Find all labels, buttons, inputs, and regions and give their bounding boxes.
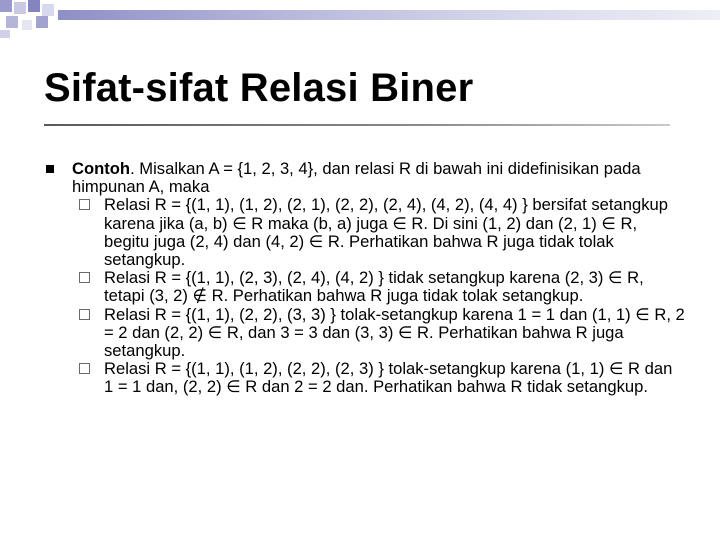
decorative-header — [0, 0, 720, 40]
hollow-square-icon — [79, 309, 90, 320]
bullet-item — [46, 160, 686, 196]
deco-square — [14, 2, 26, 14]
title-underline — [44, 124, 670, 126]
deco-gradient-bar — [58, 10, 720, 20]
deco-square — [28, 0, 40, 12]
sub-bullet-text: Relasi R = {(1, 1), (1, 2), (2, 1), (2, 2), (2, 4), (4, 2), (4, 4) } bersifat setangkup karena jika (a, b) ∈ R maka (b, a) juga ∈ R. Di sini (1, 2) dan (2, 1) ∈ R, begitu juga (2, 4) dan (4, 2) ∈ R. Perhatikan bahwa R juga tidak tolak setangkup. — [104, 195, 668, 270]
deco-square — [42, 4, 54, 16]
sub-bullet-text: Relasi R = {(1, 1), (2, 2), (3, 3) } tolak-setangkup karena 1 = 1 dan (1, 1) ∈ R, 2 = 2 dan (2, 2) ∈ R, dan 3 = 3 dan (3, 3) ∈ R. Perhatikan bahwa R juga setangkup. — [104, 304, 685, 361]
deco-square — [36, 16, 48, 28]
deco-square — [0, 0, 12, 12]
sub-bullet-item — [70, 269, 686, 305]
slide-title: Sifat-sifat Relasi Biner — [44, 66, 474, 110]
slide-body — [46, 160, 686, 397]
sub-bullet-item — [70, 306, 686, 361]
sub-bullet-text: Relasi R = {(1, 1), (1, 2), (2, 2), (2, 3) } tolak-setangkup karena (1, 1) ∈ R dan 1 = 1 dan, (2, 2) ∈ R dan 2 = 2 dan. Perhatikan bahwa R tidak setangkup. — [104, 359, 673, 397]
sub-bullet-text: Relasi R = {(1, 1), (2, 3), (2, 4), (4, 2) } tidak setangkup karena (2, 3) ∈ R, tetapi (3, 2) ∉ R. Perhatikan bahwa R juga tidak tolak setangkup. — [104, 268, 644, 306]
intro-label: Contoh — [72, 159, 131, 178]
sub-bullet-item — [70, 196, 686, 269]
deco-square — [0, 30, 10, 38]
hollow-square-icon — [79, 199, 90, 210]
deco-square — [22, 20, 32, 30]
sub-bullet-item — [70, 360, 686, 396]
intro-text: . Misalkan A = {1, 2, 3, 4}, dan relasi R di bawah ini didefinisikan pada himpunan A, maka — [72, 159, 641, 197]
filled-square-icon — [46, 165, 54, 173]
hollow-square-icon — [79, 272, 90, 283]
hollow-square-icon — [79, 363, 90, 374]
deco-square — [6, 16, 18, 28]
